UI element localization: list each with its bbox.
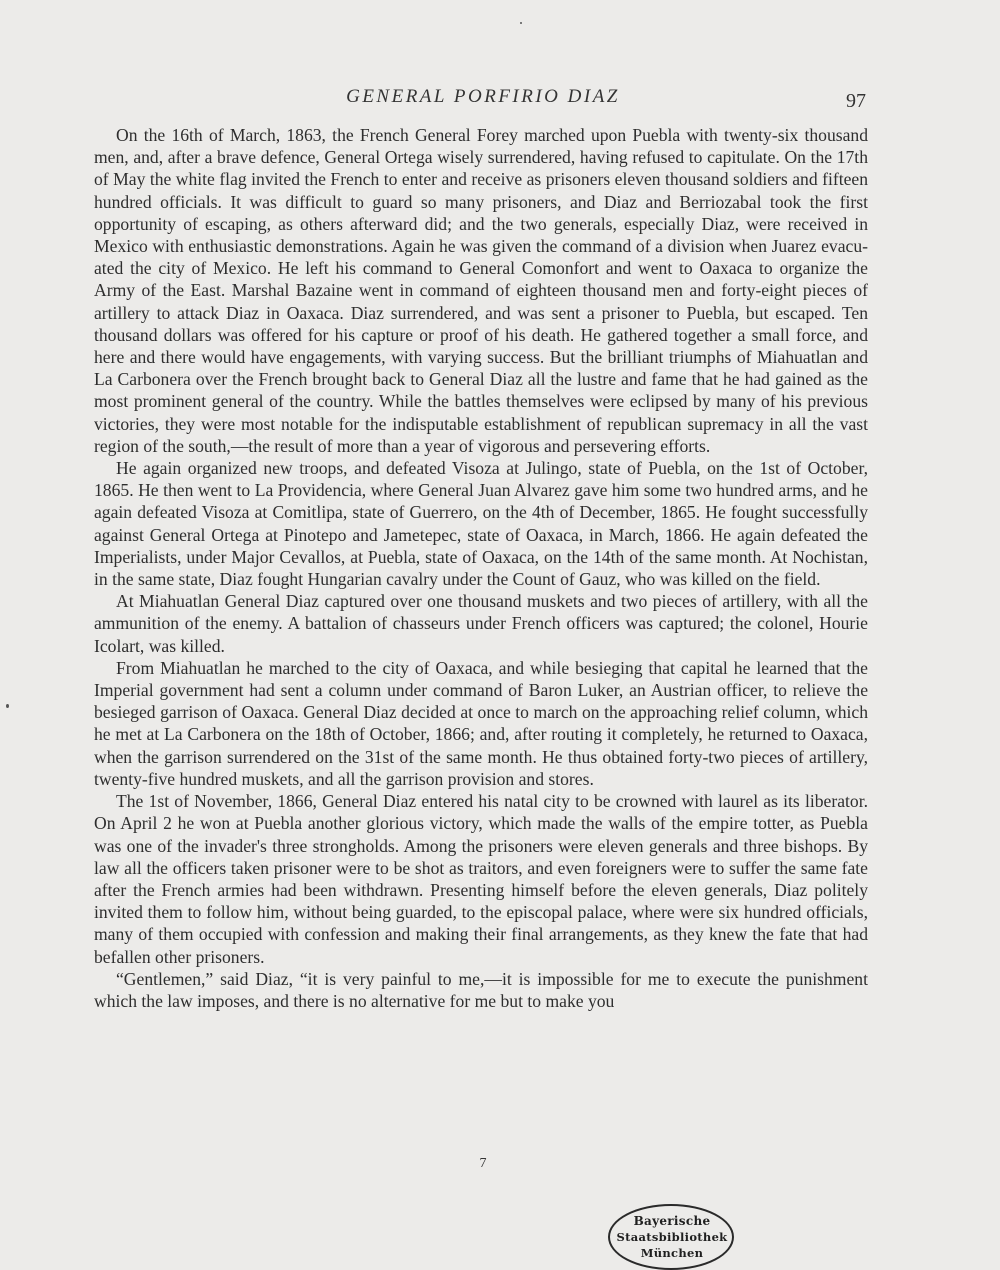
stamp-line: München xyxy=(640,1246,704,1260)
paragraph: “Gentlemen,” said Diaz, “it is very painful to me,—it is impossible for me to execute the punishment which the law imposes, and there is no alternative for me but to make you xyxy=(94,968,868,1011)
paragraph: At Miahuatlan General Diaz captured over one thousand muskets and two pieces of artillery, with all the ammunition of the enemy. A battalion of chasseurs under French officers was captured; the colonel, Hourie Icolart, was killed. xyxy=(94,591,868,656)
margin-speck xyxy=(6,704,9,708)
library-stamp xyxy=(600,1198,746,1268)
stamp-line: Staatsbibliothek xyxy=(616,1230,728,1244)
paragraph: He again organized new troops, and defeated Visoza at Julingo, state of Puebla, on the 1st of October, 1865. He then went to La Providencia, where General Juan Alvarez gave him some two hundred arms, and he again defeated Visoza at Comitlipa, state of Guerrero, on the 4th of December, 1865. He fought successfully against General Ortega at Pinotepo and Jametepec, state of Oaxaca, in March, 1866. He again defeated the Imperialists, under Major Cevallos, at Puebla, state of Oaxaca, on the 14th of the same month. At Nochistan, in the same state, Diaz fought Hungarian cavalry under the Count of Gauz, who was killed on the field. xyxy=(94,458,868,590)
paragraph: The 1st of November, 1866, General Diaz entered his natal city to be crowned with laurel as its liberator. On April 2 he won at Puebla another glorious victory, which made the walls of the empire totter, as Puebla was one of the invader's three strongholds. Among the prisoners were eleven generals and three bishops. By law all the officers taken prisoner were to be shot as traitors, and even foreigners were to suffer the same fate after the French armies had been withdrawn. Presenting himself before the eleven generals, Diaz politely invited them to follow him, without being guarded, to the episcopal palace, where were six hundred officials, many of them occupied with confession and making their final arrangements, as they knew the fate that had befallen other prisoners. xyxy=(94,791,868,967)
margin-speck xyxy=(520,22,522,24)
paragraph: From Miahuatlan he marched to the city of Oaxaca, and while besieging that capital he learned that the Imperial government had sent a column under command of Baron Luker, an Austrian officer, to relieve the besieged garrison of Oaxaca. General Diaz decided at once to march on the approaching relief column, which he met at La Carbonera on the 18th of October, 1866; and, after routing it completely, he returned to Oaxaca, when the garrison surrendered on the 31st of the same month. He thus obtained forty-two pieces of artillery, twenty-five hundred muskets, and all the garrison provision and stores. xyxy=(94,657,868,789)
paragraph: On the 16th of March, 1863, the French General Forey marched upon Puebla with twenty-six thousand men, and, after a brave defence, General Ortega wisely surrendered, having refused to capitulate. On the 17th of May the white flag invited the French to enter and receive as prisoners eleven thousand soldiers and fifteen hundred officials. It was difficult to guard so many prisoners, and Diaz and Berriozabal took the first opportunity of escaping, as others afterward did; and the two generals, especially Diaz, were received in Mexico with enthusiastic demonstrations. Again he was given the command of a division when Juarez evacuated the city of Mexico. He left his command to General Comonfort and went to Oaxaca to organize the Army of the East. Marshal Bazaine went in command of eighteen thousand men and forty-eight pieces of artillery to attack Diaz in Oaxaca. Diaz surrendered, and was sent a prisoner to Puebla, but escaped. Ten thousand dollars was offered for his capture or proof of his death. He gathered together a small force, and here and there would have engagements, with varying success. But the brilliant triumphs of Miahuatlan and La Carbonera over the French brought back to General Diaz all the lustre and fame that he had gained as the most prominent general of the country. While the battles themselves were eclipsed by many of his previous victories, they were most notable for the indisputable establishment of republican supremacy in all the vast region of the south,—the result of more than a year of vigorous and persevering efforts. xyxy=(94,125,868,456)
body-text xyxy=(94,124,868,1012)
running-title: GENERAL PORFIRIO DIAZ xyxy=(346,86,620,107)
stamp-line: Bayerische xyxy=(633,1214,711,1228)
signature-mark: 7 xyxy=(479,1156,487,1171)
page-number: 97 xyxy=(846,90,866,112)
